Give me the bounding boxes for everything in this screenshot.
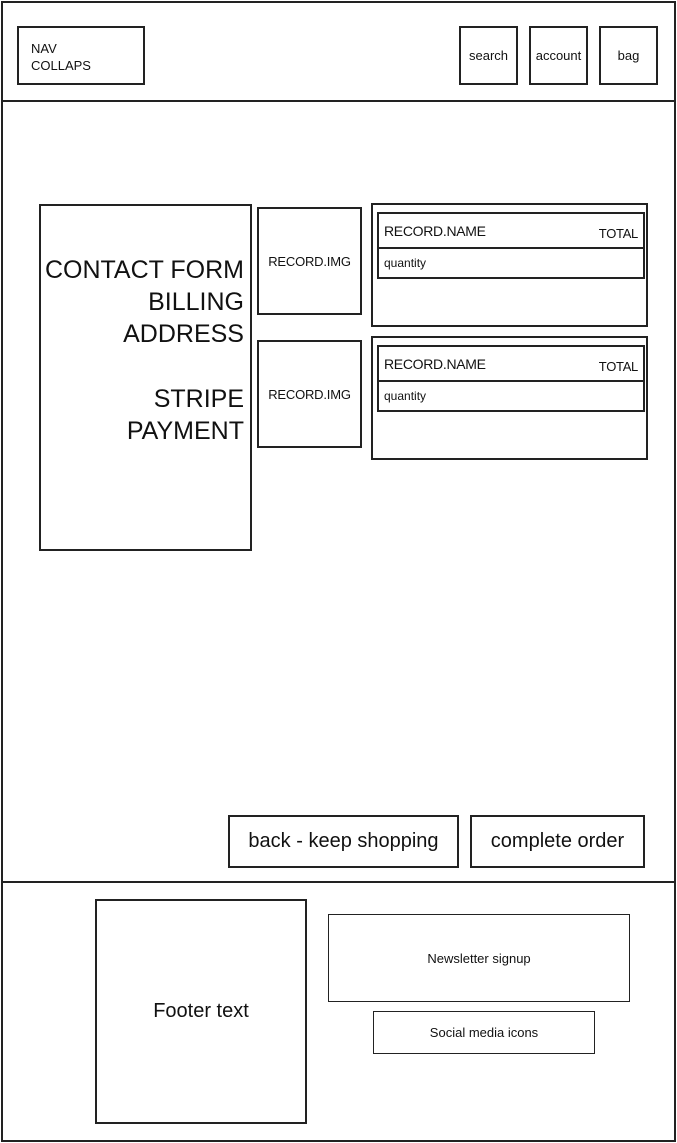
record-image-label: RECORD.IMG	[268, 253, 351, 269]
record-image-label: RECORD.IMG	[268, 386, 351, 402]
nav-collapse-label-line1: NAV	[31, 41, 57, 56]
bag-button[interactable]	[599, 26, 658, 85]
cart-item-header	[377, 345, 645, 382]
quantity-label: quantity	[384, 256, 427, 270]
record-image	[257, 340, 362, 448]
record-name: RECORD.NAME	[384, 356, 486, 372]
stripe-payment-label: STRIPE PAYMENT	[126, 385, 244, 445]
record-image	[257, 207, 362, 315]
cart-item	[371, 336, 648, 460]
nav-collapse-label-line2: COLLAPS	[31, 58, 91, 73]
complete-order-label: complete order	[490, 830, 625, 852]
checkout-form-panel[interactable]	[39, 204, 252, 551]
social-media-icons[interactable]	[373, 1011, 595, 1054]
record-name: RECORD.NAME	[384, 223, 486, 239]
account-button[interactable]	[529, 26, 588, 85]
cart-item-header	[377, 212, 645, 249]
bag-button-label: bag	[617, 48, 640, 63]
record-total: TOTAL	[598, 226, 638, 241]
footer-text-label: Footer text	[153, 1000, 249, 1022]
quantity-field[interactable]	[377, 247, 645, 279]
search-button[interactable]	[459, 26, 518, 85]
search-button-label: search	[468, 48, 509, 63]
cart-item	[371, 203, 648, 327]
social-media-icons-label: Social media icons	[429, 1025, 539, 1040]
complete-order-button[interactable]	[470, 815, 645, 868]
newsletter-signup[interactable]	[328, 914, 630, 1002]
back-button-label: back - keep shopping	[248, 830, 439, 852]
nav-collapse-button[interactable]	[17, 26, 145, 85]
newsletter-signup-label: Newsletter signup	[427, 950, 531, 966]
back-keep-shopping-button[interactable]	[228, 815, 459, 868]
quantity-label: quantity	[384, 389, 427, 403]
quantity-field[interactable]	[377, 380, 645, 412]
record-total: TOTAL	[598, 359, 638, 374]
contact-form-label: CONTACT FORM	[44, 256, 244, 284]
footer-text-block	[95, 899, 307, 1124]
billing-address-label: BILLING ADDRESS	[123, 288, 244, 348]
account-button-label: account	[535, 48, 582, 63]
